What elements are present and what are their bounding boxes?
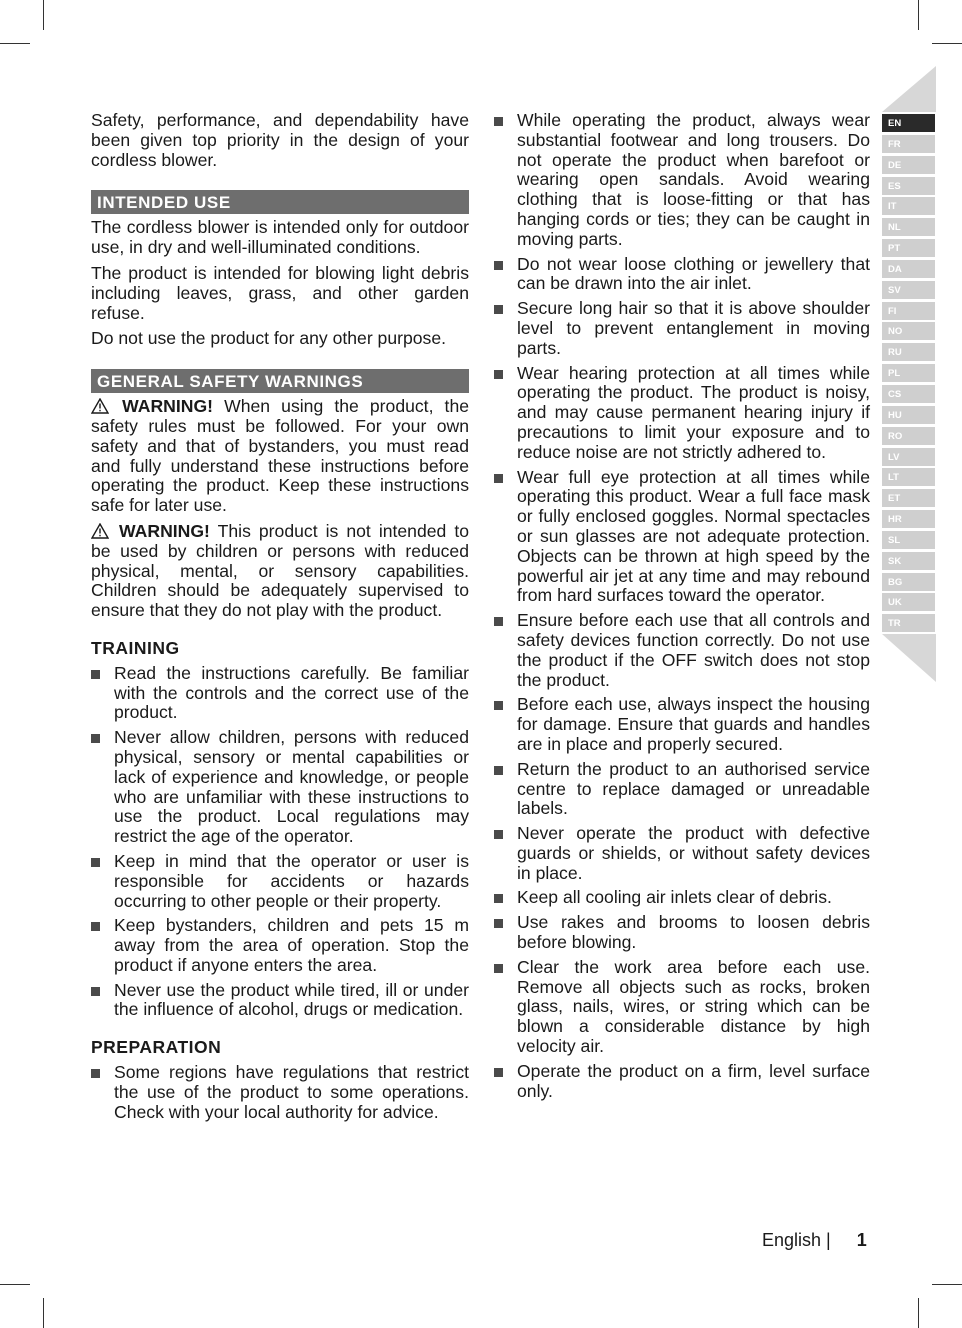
bullet-square-icon [91,670,100,679]
bullet-square-icon [494,1068,503,1077]
footer-language: English | [762,1230,831,1250]
list-item: Read the instructions carefully. Be familiar with the controls and the correct use of the product. [91,664,469,723]
crop-mark [43,0,44,30]
training-list [91,664,469,1021]
bullet-square-icon [494,894,503,903]
list-item: Never operate the product with defective guards or shields, or without safety devices in place. [494,824,870,883]
training-heading: TRAINING [91,637,180,658]
language-tab-en[interactable]: EN [882,114,935,132]
list-item: Some regions have regulations that restrict the use of the product to some operations. Check with your local authority for advice. [91,1063,469,1122]
crop-mark [0,43,30,44]
warning-text: When using the product, the safety rules must be followed. For your own safety and that of bystanders, you must read and fully understand these instructions before operating the product. Keep these instructions safe for later use. [91,396,470,516]
list-item: Keep bystanders, children and pets 15 m away from the area of operation. Stop the product if anyone enters the area. [91,916,469,975]
list-item: Operate the product on a firm, level surface only. [494,1062,870,1102]
language-tab-fr[interactable]: FR [882,135,935,153]
language-tab-bg[interactable]: BG [882,573,935,591]
language-tab-lt[interactable]: LT [882,468,935,486]
bullet-square-icon [494,117,503,126]
bullet-square-icon [91,734,100,743]
bullet-square-icon [91,922,100,931]
language-tab-ru[interactable]: RU [882,343,935,361]
list-item: Do not wear loose clothing or jewellery that can be drawn into the air inlet. [494,255,870,295]
bullet-square-icon [494,964,503,973]
language-tab-lv[interactable]: LV [882,448,935,466]
list-item: Return the product to an authorised service centre to replace damaged or unreadable labels. [494,760,870,819]
language-tab-sl[interactable]: SL [882,531,935,549]
intended-use-paragraph: Do not use the product for any other purpose. [91,328,447,349]
list-item: Secure long hair so that it is above shoulder level to prevent entanglement in moving parts. [494,299,870,358]
list-item: Use rakes and brooms to loosen debris before blowing. [494,913,870,953]
bullet-square-icon [494,261,503,270]
bullet-square-icon [494,701,503,710]
bullet-square-icon [494,830,503,839]
language-tab-tr[interactable]: TR [882,614,935,632]
warning-label: WARNING! [122,396,213,417]
crop-mark [918,0,919,30]
language-tab-fi[interactable]: FI [882,302,935,320]
language-tab-top-decoration [882,66,936,112]
warning-label: WARNING! [119,520,210,541]
language-tab-es[interactable]: ES [882,177,935,195]
bullet-square-icon [494,370,503,379]
language-tab-sk[interactable]: SK [882,552,935,570]
language-tab-hr[interactable]: HR [882,510,935,528]
page-footer [762,1230,867,1251]
bullet-square-icon [91,858,100,867]
crop-mark [918,1298,919,1328]
language-tab-pt[interactable]: PT [882,239,935,257]
list-item: Before each use, always inspect the housing for damage. Ensure that guards and handles are in place and properly secured. [494,695,870,754]
left-column [91,111,469,1127]
bullet-square-icon [494,617,503,626]
section-intended-use-heading: INTENDED USE [91,190,469,214]
list-item: Keep all cooling air inlets clear of debris. [494,888,870,908]
crop-mark [932,1284,962,1285]
warning-paragraph [91,397,469,516]
intro-paragraph: Safety, performance, and dependability have been given top priority in the design of your cordless blower. [91,110,469,170]
bullet-square-icon [494,305,503,314]
crop-mark [0,1284,30,1285]
preparation-heading: PREPARATION [91,1037,222,1058]
list-item: Wear full eye protection at all times while operating this product. Wear a full face mask or fully enclosed goggles. Normal spectacles or sun glasses are not adequate protection. Objects can be thrown at high speed by the powerful air jet at any time and may rebound from hard surfaces toward the operator. [494,468,870,607]
language-tab-no[interactable]: NO [882,322,935,340]
list-item: While operating the product, always wear substantial footwear and long trousers. Do not operate the product when barefoot or wearing open sandals. Avoid wearing clothing that is loose-fitting or that has hanging cords or ties; they can be caught in moving parts. [494,111,870,250]
list-item: Ensure before each use that all controls and safety devices function correctly. Do not use the product if the OFF switch does not stop the product. [494,611,870,690]
warning-triangle-icon [91,523,109,539]
language-tab-da[interactable]: DA [882,260,935,278]
warning-paragraph [91,522,469,621]
list-item: Keep in mind that the operator or user is responsible for accidents or hazards occurring to other people or their property. [91,852,469,911]
language-tab-de[interactable]: DE [882,156,935,174]
list-item: Never allow children, persons with reduced physical, sensory or mental capabilities or lack of experience and knowledge, or people who are unfamiliar with these instructions to use the product. Local regulations may restrict the age of the operator. [91,728,469,847]
language-tabs [882,114,935,635]
crop-mark [932,43,962,44]
list-item: Wear hearing protection at all times while operating the product. The product is noisy, and may cause permanent hearing injury if precautions to limit your exposure and to reduce noise are not strictly adhered to. [494,364,870,463]
preparation-list [91,1063,469,1122]
bullet-square-icon [91,987,100,996]
list-item: Never use the product while tired, ill or under the influence of alcohol, drugs or medication. [91,981,469,1021]
language-tab-cs[interactable]: CS [882,385,935,403]
bullet-square-icon [494,766,503,775]
language-tab-nl[interactable]: NL [882,218,935,236]
language-tab-et[interactable]: ET [882,489,935,507]
language-tab-uk[interactable]: UK [882,593,935,611]
intended-use-paragraph: The product is intended for blowing light debris including leaves, grass, and other garden refuse. [91,262,469,323]
right-column [494,111,870,1106]
bullet-square-icon [494,474,503,483]
language-tab-it[interactable]: IT [882,197,935,215]
language-tab-bottom-decoration [882,634,936,682]
bullet-square-icon [494,919,503,928]
crop-mark [43,1298,44,1328]
intended-use-paragraph: The cordless blower is intended only for outdoor use, in dry and well-illuminated conditions. [91,217,469,258]
language-tab-ro[interactable]: RO [882,427,935,445]
language-tab-hu[interactable]: HU [882,406,935,424]
bullet-square-icon [91,1069,100,1078]
warning-text: This product is not intended to be used by children or persons with reduced physical, mental, or sensory capabilities. Children should be adequately supervised to ensure that they do not play with the product. [91,520,470,621]
page-number: 1 [856,1230,867,1250]
warning-triangle-icon [91,398,109,414]
language-tab-pl[interactable]: PL [882,364,935,382]
safety-list [494,111,870,1101]
section-general-safety-heading: GENERAL SAFETY WARNINGS [91,369,469,393]
list-item: Clear the work area before each use. Remove all objects such as rocks, broken glass, nails, wires, or string which can be blown a considerable distance by high velocity air. [494,958,870,1057]
language-tab-sv[interactable]: SV [882,281,935,299]
